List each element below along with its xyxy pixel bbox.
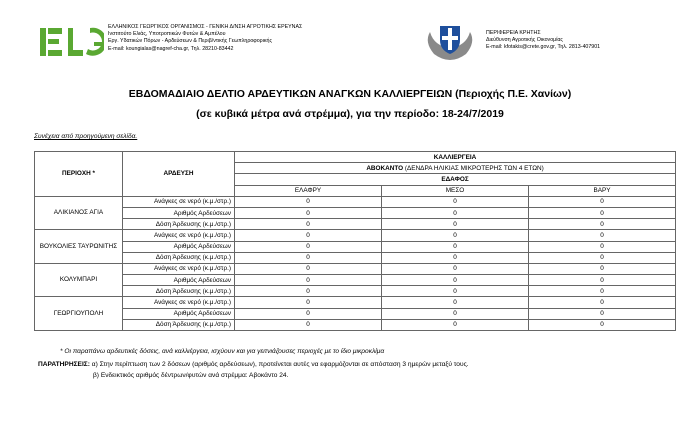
remarks (38, 359, 469, 381)
table-row (35, 219, 676, 230)
value-cell: 0 (235, 241, 382, 252)
soil-type-medium: ΜΕΣΟ (382, 185, 529, 196)
value-cell: 0 (529, 297, 676, 308)
irrigation-metric-label: Αριθμός Αρδεύσεων (123, 308, 235, 319)
table-row (35, 230, 676, 241)
value-cell: 0 (382, 308, 529, 319)
header-right-line: Διεύθυνση Αγροτικής Οικονομίας (486, 37, 563, 44)
value-cell: 0 (235, 263, 382, 274)
soil-type-heavy: ΒΑΡΥ (529, 185, 676, 196)
header-right-text (486, 30, 600, 52)
region-name: ΓΕΩΡΓΙΟΥΠΟΛΗ (35, 297, 123, 331)
value-cell: 0 (529, 241, 676, 252)
value-cell: 0 (382, 252, 529, 263)
value-cell: 0 (235, 196, 382, 207)
table-row (35, 275, 676, 286)
value-cell: 0 (235, 319, 382, 330)
irrigation-metric-label: Δόση Άρδευσης (κ.μ./στρ.) (123, 319, 235, 330)
irrigation-metric-label: Αριθμός Αρδεύσεων (123, 241, 235, 252)
value-cell: 0 (529, 263, 676, 274)
table-row (35, 286, 676, 297)
value-cell: 0 (529, 196, 676, 207)
crop-name-cell (235, 163, 676, 174)
value-cell: 0 (529, 275, 676, 286)
irrigation-metric-label: Αριθμός Αρδεύσεων (123, 207, 235, 218)
value-cell: 0 (235, 207, 382, 218)
column-header-crops: ΚΑΛΛΙΕΡΓΕΙΑ (235, 152, 676, 163)
irrigation-table (34, 151, 676, 331)
region-name: ΚΟΛΥΜΠΑΡΙ (35, 263, 123, 297)
column-header-region: ΠΕΡΙΟΧΗ * (35, 152, 123, 197)
remark-a: α) Στην περίπτωση των 2 δόσεων (αριθμός αρδεύσεων), προτείνεται αυτές να εφαρμόζονται σε απόσταση 3 ημερών μεταξύ τους. (91, 361, 469, 368)
irrigation-metric-label: Δόση Άρδευσης (κ.μ./στρ.) (123, 219, 235, 230)
remark-b: β) Ενδεικτικός αριθμός δέντρων/φυτών ανά στρέμμα: Αβοκάντο 24. (93, 372, 289, 379)
table-row (35, 297, 676, 308)
value-cell: 0 (235, 230, 382, 241)
region-name: ΒΟΥΚΟΛΙΕΣ ΤΑΥΡΩΝΙΤΗΣ (35, 230, 123, 264)
region-name: ΑΛΙΚΙΑΝΟΣ ΑΓΙΑ (35, 196, 123, 230)
value-cell: 0 (529, 230, 676, 241)
soil-type-light: ΕΛΑΦΡΥ (235, 185, 382, 196)
footnote: * Οι παραπάνω αρδευτικές δόσεις, ανά καλλιέργεια, ισχύουν και για γειτνιάζουσες περιοχές με το ίδιο μικροκλίμα (60, 348, 385, 355)
continued-note: Συνέχεια από προηγούμενη σελίδα. (34, 133, 138, 140)
irrigation-metric-label: Ανάγκες σε νερό (κ.μ./στρ.) (123, 297, 235, 308)
value-cell: 0 (382, 275, 529, 286)
header-left-text (108, 24, 302, 53)
header-right (424, 22, 684, 62)
document-title: ΕΒΔΟΜΑΔΙΑΙΟ ΔΕΛΤΙΟ ΑΡΔΕΥΤΙΚΩΝ ΑΝΑΓΚΩΝ ΚΑΛΛΙΕΡΓΕΙΩΝ (Περιοχής Π.Ε. Χανίων) (128, 88, 572, 100)
value-cell: 0 (382, 297, 529, 308)
irrigation-metric-label: Δόση Άρδευσης (κ.μ./στρ.) (123, 286, 235, 297)
remarks-label: ΠΑΡΑΤΗΡΗΣΕΙΣ: (38, 361, 90, 368)
value-cell: 0 (529, 252, 676, 263)
value-cell: 0 (382, 241, 529, 252)
value-cell: 0 (382, 230, 529, 241)
value-cell: 0 (235, 275, 382, 286)
value-cell: 0 (529, 286, 676, 297)
value-cell: 0 (529, 308, 676, 319)
value-cell: 0 (529, 207, 676, 218)
table-row (35, 319, 676, 330)
value-cell: 0 (235, 286, 382, 297)
value-cell: 0 (235, 297, 382, 308)
value-cell: 0 (382, 263, 529, 274)
value-cell: 0 (382, 219, 529, 230)
table-row (35, 308, 676, 319)
value-cell: 0 (529, 319, 676, 330)
value-cell: 0 (235, 252, 382, 263)
greek-emblem-icon (424, 22, 476, 60)
table-row (35, 207, 676, 218)
value-cell: 0 (382, 319, 529, 330)
column-header-irrigation: ΑΡΔΕΥΣΗ (123, 152, 235, 197)
value-cell: 0 (235, 219, 382, 230)
crop-detail: (ΔΕΝΔΡΑ ΗΛΙΚΙΑΣ ΜΙΚΡΟΤΕΡΗΣ ΤΩΝ 4 ΕΤΩΝ) (404, 164, 544, 172)
header-left-line: E-mail: koungialas@nagref-cha.gr, Τηλ. 28210-83442 (108, 45, 234, 52)
irrigation-metric-label: Ανάγκες σε νερό (κ.μ./στρ.) (123, 263, 235, 274)
value-cell: 0 (235, 308, 382, 319)
header-left-line: ΕΛΛΗΝΙΚΟΣ ΓΕΩΡΓΙΚΟΣ ΟΡΓΑΝΙΣΜΟΣ - ΓΕΝΙΚΗ Δ/ΝΣΗ ΑΓΡΟΤΙΚΗΣ ΕΡΕΥΝΑΣ (108, 24, 303, 30)
table-row (35, 263, 676, 274)
table-row (35, 196, 676, 207)
irrigation-metric-label: Δόση Άρδευσης (κ.μ./στρ.) (123, 252, 235, 263)
value-cell: 0 (382, 207, 529, 218)
value-cell: 0 (529, 219, 676, 230)
value-cell: 0 (382, 286, 529, 297)
table-row (35, 252, 676, 263)
header-right-line: ΠΕΡΙΦΕΡΕΙΑ ΚΡΗΤΗΣ (486, 30, 541, 36)
elgo-logo-icon (38, 24, 104, 60)
column-header-soil: ΕΔΑΦΟΣ (235, 174, 676, 185)
table-row (35, 241, 676, 252)
irrigation-metric-label: Ανάγκες σε νερό (κ.μ./στρ.) (123, 230, 235, 241)
header-right-line: E-mail: kfotakis@crete.gov.gr, Τηλ. 2813-407901 (486, 44, 601, 51)
irrigation-metric-label: Ανάγκες σε νερό (κ.μ./στρ.) (123, 196, 235, 207)
value-cell: 0 (382, 196, 529, 207)
document-subtitle: (σε κυβικά μέτρα ανά στρέμμα), για την περίοδο: 18-24/7/2019 (196, 108, 504, 120)
header-left-line: Εργ. Υδατικών Πόρων - Αρδεύσεων & Περιβ/ντικής Γεωπληροφορικής (108, 38, 273, 45)
crop-name: ΑΒΟΚΑΝΤΟ (366, 164, 404, 172)
header-left-line: Ινστιτούτο Ελιάς, Υποτροπικών Φυτών & Αμπέλου (108, 31, 226, 38)
header-left (38, 22, 338, 62)
irrigation-metric-label: Αριθμός Αρδεύσεων (123, 275, 235, 286)
